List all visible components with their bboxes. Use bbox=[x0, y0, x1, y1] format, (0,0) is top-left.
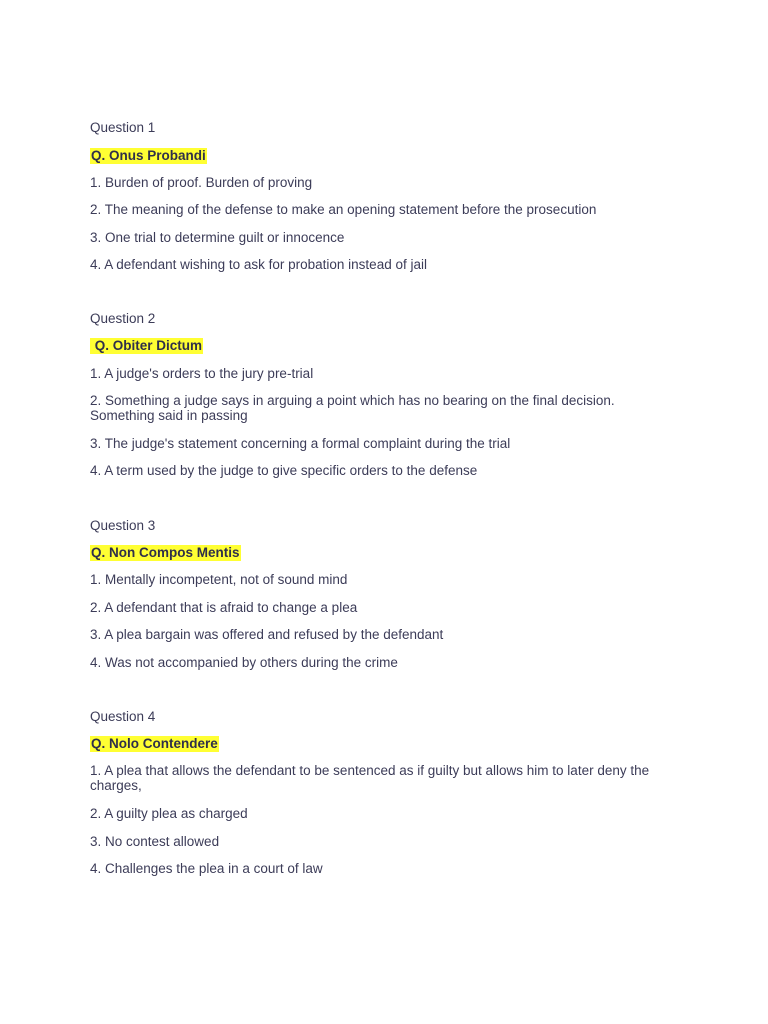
question-prompt: Q. Nolo Contendere bbox=[91, 736, 218, 751]
document-page bbox=[90, 0, 690, 1024]
answer-option: 2. Something a judge says in arguing a point which has no bearing on the final decision. Something said in passing bbox=[90, 393, 615, 423]
answer-option: 4. Challenges the plea in a court of law bbox=[90, 861, 323, 876]
question-prompt: Q. Obiter Dictum bbox=[91, 338, 203, 353]
answer-option: 4. A defendant wishing to ask for probation instead of jail bbox=[90, 257, 427, 272]
answer-option: 4. Was not accompanied by others during the crime bbox=[90, 655, 398, 670]
question-heading: Question 1 bbox=[90, 120, 156, 135]
answer-option: 3. The judge's statement concerning a formal complaint during the trial bbox=[90, 436, 511, 451]
answer-option: 2. A guilty plea as charged bbox=[90, 806, 248, 821]
question-prompt: Q. Non Compos Mentis bbox=[91, 545, 240, 560]
answer-option: 2. A defendant that is afraid to change a plea bbox=[90, 600, 358, 615]
question-prompt: Q. Onus Probandi bbox=[91, 148, 206, 163]
answer-option: 1. A plea that allows the defendant to be sentenced as if guilty but allows him to later deny the charges, bbox=[90, 763, 650, 793]
answer-option: 1. Burden of proof. Burden of proving bbox=[90, 175, 313, 190]
answer-option: 3. No contest allowed bbox=[90, 834, 220, 849]
answer-option: 1. A judge's orders to the jury pre-trial bbox=[90, 366, 314, 381]
question-heading: Question 3 bbox=[90, 518, 156, 533]
answer-option: 3. A plea bargain was offered and refused by the defendant bbox=[90, 627, 444, 642]
answer-option: 4. A term used by the judge to give specific orders to the defense bbox=[90, 463, 478, 478]
answer-option: 1. Mentally incompetent, not of sound mind bbox=[90, 572, 348, 587]
question-heading: Question 2 bbox=[90, 311, 156, 326]
question-heading: Question 4 bbox=[90, 709, 156, 724]
answer-option: 3. One trial to determine guilt or innocence bbox=[90, 230, 345, 245]
answer-option: 2. The meaning of the defense to make an opening statement before the prosecution bbox=[90, 202, 597, 217]
